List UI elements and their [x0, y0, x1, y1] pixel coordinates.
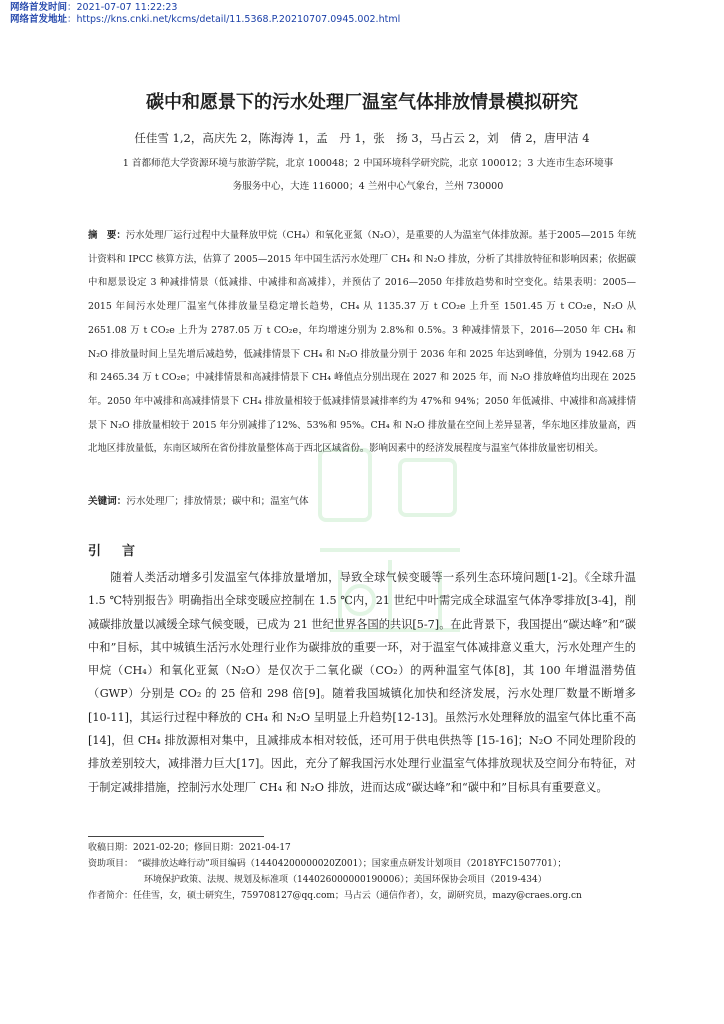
affiliation-line-1: 1 首都师范大学资源环境与旅游学院，北京 100048；2 中国环境科学研究院，北京 100012；3 大连市生态环境事: [122, 158, 614, 169]
footnote-author-info: 作者简介：任佳雪，女，硕士研究生，759708127@qq.com；马占云（通信作者），女，副研究员，mazy@craes.org.cn: [88, 891, 582, 901]
footnote-funding-line-2: 环境保护政策、法规、规划及标准项（144026000000190006）；美国环保协会项目（2019-434）: [144, 875, 547, 885]
paper-title: 碳中和愿景下的污水处理厂温室气体排放情景模拟研究: [146, 92, 578, 113]
online-publish-time: [10, 2, 177, 14]
keywords-text: 污水处理厂；排放情景；碳中和；温室气体: [126, 496, 309, 507]
intro-heading: 引 言: [88, 544, 140, 559]
publish-url-label: 网络首发地址: [10, 14, 68, 25]
intro-paragraph: 随着人类活动增多引发温室气体排放量增加，导致全球气候变暖等一系列生态环境问题[1-2]。《全球升温 1.5 ℃特别报告》明确指出全球变暖应控制在 1.5 ℃内，21 世纪中叶需完成全球温室气体净零排放[3-4]，削减碳排放量以减缓全球气候变暖，已成为 21 世纪世界各国的共识[5-7]。在此背景下，我国提出“碳达峰”和“碳中和”目标，其中城镇生活污水处理行业作为碳排放的重要一环，对于温室气体减排意义重大，污水处理产生的甲烷（CH₄）和氧化亚氮（N₂O）是仅次于二氧化碳（CO₂）的两种温室气体[8]，其 100 年增温潜势值（GWP）分别是 CO₂ 的 25 倍和 298 倍[9]。随着我国城镇化加快和经济发展，污水处理厂数量不断增多[10-11]，其运行过程中释放的 CH₄ 和 N₂O 呈明显上升趋势[12-13]。虽然污水处理释放的温室气体比重不高[14]，但 CH₄ 排放源相对集中，且减排成本相对较低，还可用于供电供热等 [15-16]；N₂O 不同处理阶段的排放差别较大，减排潜力巨大[17]。因此，充分了解我国污水处理行业温室气体排放现状及空间分布特征，对于制定减排措施，控制污水处理厂 CH₄ 和 N₂O 排放，进而达成“碳达峰”和“碳中和”目标具有重要意义。: [88, 571, 636, 794]
abstract-text: 污水处理厂运行过程中大量释放甲烷（CH₄）和氧化亚氮（N₂O），是重要的人为温室气体排放源。基于2005—2015 年统计资料和 IPCC 核算方法，估算了 2005—2015 年中国生活污水处理厂 CH₄ 和 N₂O 排放，分析了其排放特征和影响因素；依据碳中和愿景设定 3 种减排情景（低减排、中减排和高减排），并预估了 2016—2050 年排放趋势和时空变化。结果表明：2005—2015 年间污水处理厂温室气体排放量呈稳定增长趋势，CH₄ 从 1135.37 万 t CO₂e 上升至 1501.45 万 t CO₂e，N₂O 从 2651.08 万 t CO₂e 上升为 2787.05 万 t CO₂e，年均增速分别为 2.8%和 0.5%。3 种减排情景下，2016—2050 年 CH₄ 和 N₂O 排放量时间上呈先增后减趋势，低减排情景下 CH₄ 和 N₂O 排放量分别于 2036 年和 2025 年达到峰值，分别为 1942.68 万和 2465.34 万 t CO₂e；中减排情景和高减排情景下 CH₄ 峰值点分别出现在 2027 和 2025 年，而 N₂O 排放峰值均出现在 2025 年。2050 年中减排和高减排情景下 CH₄ 排放量相较于低减排情景减排率约为 47%和 94%；2050 年低减排、中减排和高减排情景下 N₂O 排放量相较于 2015 年分别减排了12%、53%和 95%。CH₄ 和 N₂O 排放量在空间上差异显著，华东地区排放量高，西北地区排放量低，东南区域所在省份排放量整体高于西北区域省份。影响因素中的经济发展程度与温室气体排放量密切相关。: [88, 230, 636, 455]
author-list: 任佳雪 1,2，高庆先 2，陈海涛 1，孟 丹 1，张 扬 3，马占云 2，刘 倩 2，唐甲洁 4: [134, 131, 590, 145]
abstract: [88, 224, 636, 461]
keywords-label: 关键词：: [88, 496, 127, 507]
footnote-divider: [88, 836, 264, 837]
footnote-received-dates: 收稿日期：2021-02-20；修回日期：2021-04-17: [88, 843, 291, 853]
abstract-label: 摘 要：: [88, 230, 126, 241]
publish-time-value: ：2021-07-07 11:22:23: [67, 2, 178, 13]
keywords: [88, 493, 309, 507]
affiliation-line-2: 务服务中心，大连 116000；4 兰州中心气象台，兰州 730000: [232, 181, 504, 192]
online-publish-url: [10, 14, 400, 26]
publish-url-link[interactable]: ：https://kns.cnki.net/kcms/detail/11.5368.P.20210707.0945.002.html: [67, 14, 401, 25]
publish-time-label: 网络首发时间: [10, 2, 68, 13]
footnote-funding-line-1: 资助项目： “碳排放达峰行动”项目编码（14404200000020Z001）；国家重点研发计划项目（2018YFC1507701）；: [88, 859, 567, 869]
